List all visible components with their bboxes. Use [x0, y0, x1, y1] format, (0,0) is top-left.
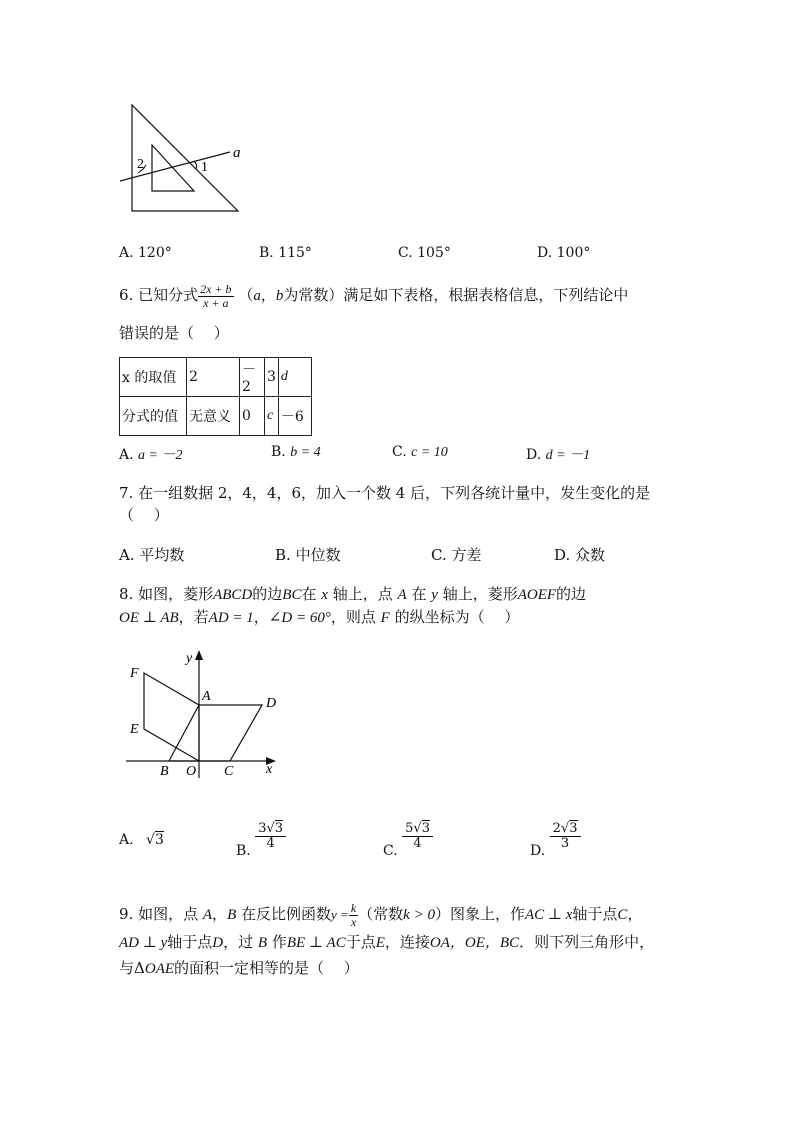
table-cell: 无意义	[187, 397, 240, 436]
q6-option-a[interactable]: A. a = －2	[119, 447, 183, 463]
label-O: O	[186, 764, 197, 779]
label-y: y	[186, 651, 193, 666]
q5-option-b[interactable]: B. 115°	[259, 245, 312, 261]
q8-option-b[interactable]: B. $\frac{3√3}{4}$	[236, 822, 286, 859]
q5-figure	[110, 95, 260, 220]
q7-option-d[interactable]: D. 众数	[554, 546, 606, 564]
outer-triangle	[132, 105, 238, 211]
q7-option-b[interactable]: B. 中位数	[275, 546, 341, 564]
q6-line-1: 6. 已知分式 $\frac{2x + b}{x + a}$ （a，b为常数）满足如下表格，根据表格信息，下列结论中	[119, 282, 629, 310]
label-line-a: a	[233, 145, 241, 161]
label-A: A	[202, 689, 211, 704]
q8-option-a[interactable]: A. √3	[119, 832, 164, 848]
table-cell: 2	[187, 358, 240, 397]
table-row	[120, 358, 312, 397]
q8-option-c[interactable]: C. $\frac{5√3}{4}$	[383, 822, 433, 859]
table-cell: －2	[240, 358, 265, 397]
q6-option-c[interactable]: C. c = 10	[392, 444, 448, 460]
rhombus-aoef	[144, 673, 199, 761]
q8-figure	[120, 648, 290, 780]
table-cell: d	[278, 358, 311, 397]
q6-fraction: $\frac{2x + b}{x + a}$	[200, 282, 232, 310]
sqrt-expression: √3	[146, 832, 164, 848]
label-angle-2: 2	[137, 157, 144, 172]
table-cell: 3	[265, 358, 279, 397]
q5-option-c[interactable]: C. 105°	[398, 245, 451, 261]
table-row	[120, 397, 312, 436]
q5-option-a[interactable]: A. 120°	[119, 245, 172, 261]
q6-option-d[interactable]: D. d = －1	[526, 447, 591, 463]
inner-triangle	[152, 145, 194, 191]
table-cell: x 的取值	[120, 358, 187, 397]
q7-line-1: 7. 在一组数据 2，4，4，6，加入一个数 4 后，下列各统计量中，发生变化的是	[119, 484, 651, 502]
q9-line-2: AD ⊥ y轴于点D，过 B 作BE ⊥ AC于点E，连接OA，OE，BC．则下列三角形中，	[119, 933, 655, 951]
label-C: C	[224, 764, 234, 779]
label-x: x	[266, 762, 273, 777]
q8-line-1: 8. 如图，菱形ABCD的边BC在 x 轴上，点 A 在 y 轴上，菱形AOEF的边	[119, 585, 587, 603]
table-cell: 分式的值	[120, 397, 187, 436]
label-E: E	[130, 722, 139, 737]
q6-option-b[interactable]: B. b = 4	[271, 444, 321, 460]
q7-line-2: （ ）	[119, 506, 169, 524]
y-axis-arrow	[195, 650, 203, 660]
label-F: F	[130, 666, 139, 681]
q7-option-a[interactable]: A. 平均数	[119, 546, 185, 564]
label-B: B	[160, 764, 169, 779]
table-cell: 0	[240, 397, 265, 436]
q8-option-d[interactable]: D. $\frac{2√3}{3}$	[530, 822, 581, 859]
q5-option-d[interactable]: D. 100°	[537, 245, 591, 261]
q9-line-3: 与ΔOAE的面积一定相等的是（ ）	[119, 959, 359, 977]
q6-line-2: 错误的是（ ）	[119, 324, 229, 342]
q7-option-c[interactable]: C. 方差	[431, 546, 482, 564]
q6-value-table	[119, 357, 312, 436]
table-cell: －6	[278, 397, 311, 436]
label-D: D	[266, 696, 277, 711]
fraction: $\frac{2√3}{3}$	[550, 822, 581, 852]
fraction: $\frac{5√3}{4}$	[402, 822, 433, 852]
q9-fraction: $\frac{k}{x}$	[350, 901, 357, 929]
label-angle-1: 1	[201, 160, 208, 175]
q8-line-2: OE ⊥ AB，若AD = 1，∠D = 60°，则点 F 的纵坐标为（ ）	[119, 608, 520, 626]
rhombus-abcd	[169, 705, 262, 761]
fraction: $\frac{3√3}{4}$	[255, 822, 286, 852]
table-cell: c	[265, 397, 279, 436]
q9-line-1: 9. 如图，点 A，B 在反比例函数y = $\frac{k}{x}$ （常数k > 0）图象上，作AC ⊥ x轴于点C，	[119, 901, 643, 929]
